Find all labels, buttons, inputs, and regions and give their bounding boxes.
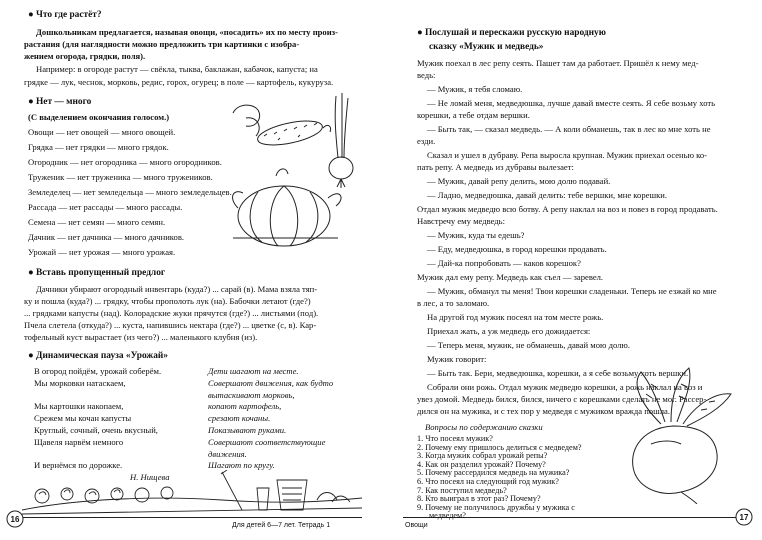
story-line: — Ладно, медведюшка, давай делить: тебе вершки, мне корешки.: [427, 190, 667, 200]
poem-action: копают картофель,: [208, 401, 282, 411]
s3-line: ку и пошла (куда?) ... грядку, чтобы прополоть лук (на). Бабочки летают (где?): [24, 296, 311, 306]
story-line: Мужик поехал в лес репу сеять. Пашет там да работает. Пришёл к нему мед-: [417, 58, 699, 68]
section-title-prepositions: ● Вставь пропущенный предлог: [28, 268, 166, 278]
question-item: 5. Почему рассердился медведь на мужика?: [417, 468, 570, 478]
poem-action: Совершают движения, как будто: [208, 378, 334, 388]
turnip-illustration: [621, 364, 741, 504]
poem-action: Шагают по кругу.: [208, 460, 275, 470]
s2-row: Рассада — нет рассады — много рассады.: [28, 202, 183, 212]
footer-section-label: Овощи: [405, 522, 428, 529]
story-line: в лес, а то заломаю.: [417, 298, 490, 308]
poem-author: Н. Нищева: [130, 472, 170, 482]
poem-action: срезают кочаны.: [208, 413, 271, 423]
s2-row: Урожай — нет урожая — много урожая.: [28, 247, 176, 257]
s2-note: (С выделением окончания голосом.): [28, 112, 170, 122]
poem-action: Показывают руками.: [208, 425, 287, 435]
story-line: Навстречу ему медведь:: [417, 216, 505, 226]
s2-row: Огородник — нет огородника — много огородников.: [28, 157, 222, 167]
s3-line: Пчела слетела (откуда?) ... куста, напившись нектара (где?) ... цветке (с, в). Кар-: [24, 320, 317, 330]
story-line: ведь:: [417, 70, 436, 80]
poem-action: Дети шагают на месте.: [208, 366, 299, 376]
story-line: — Мужик, куда ты едешь?: [427, 230, 525, 240]
question-item: 8. Кто выиграл в этот раз? Почему?: [417, 494, 541, 504]
question-item: 9. Почему не получилось дружбы у мужика с: [417, 502, 575, 512]
question-item: 7. Как поступил медведь?: [417, 485, 507, 495]
story-line: пать репу. А медведь из дубравы вылезает:: [417, 162, 574, 172]
poem-action: движения.: [208, 449, 247, 459]
story-line: дился он на мужика, и с тех пор у медведя с мужиком вражда пошла.: [417, 406, 670, 416]
story-title-line-1: ● Послушай и перескажи русскую народную: [417, 28, 606, 38]
page-number-left: 16: [8, 512, 22, 526]
poem-action: вытаскивают морковь,: [208, 390, 295, 400]
s1-line-1: Дошкольникам предлагается, называя овощи, «посадить» их по месту произ-: [36, 27, 338, 37]
s1-line-4: Например: в огороде растут — свёкла, тыква, баклажан, кабачок, капуста; на: [36, 64, 318, 74]
poem-line: Мы картошки накопаем,: [34, 401, 124, 411]
story-line: Мужик дал ему репу. Медведь как съел — заревел.: [417, 272, 604, 282]
questions-title: Вопросы по содержанию сказки: [425, 422, 543, 432]
story-line: — Мужик, я тебя сломаю.: [427, 84, 523, 94]
poem-line: В огород пойдём, урожай соберём.: [34, 366, 162, 376]
story-line: — Мужик, давай репу делить, мою долю подавай.: [427, 176, 611, 186]
story-line: — Не ломай меня, медведюшка, лучше давай вместе сеять. Я себе возьму хоть: [427, 98, 716, 108]
story-line: — Теперь меня, мужик, не обманешь, давай мою долю.: [427, 340, 630, 350]
story-line: Мужик говорит:: [427, 354, 487, 364]
vegetables-illustration: [228, 88, 368, 253]
question-item: 3. Когда мужик собрал урожай репы?: [417, 451, 548, 461]
garden-bed-illustration: [22, 470, 362, 515]
poem-line: Мы морковки натаскаем,: [34, 378, 126, 388]
right-page: [381, 0, 762, 540]
page-number-right: 17: [737, 510, 751, 524]
story-line: езди.: [417, 136, 436, 146]
section-title-dynamic-pause: ● Динамическая пауза «Урожай»: [28, 351, 168, 361]
question-item: 2. Почему ему пришлось делиться с медведем?: [417, 442, 582, 452]
story-line: Сказал и ушел в дубраву. Репа выросла крупная. Мужик приехал осенью ко-: [427, 150, 708, 160]
s2-row: Земледелец — нет земледельца — много земледельцев.: [28, 187, 232, 197]
poem-line: Круглый, сочный, очень вкусный,: [34, 425, 158, 435]
footer-note: Для детей 6—7 лет. Тетрадь 1: [232, 522, 331, 529]
s2-row: Овощи — нет овощей — много овощей.: [28, 127, 176, 137]
poem-line: И вернёмся по дорожке.: [34, 460, 123, 470]
question-item: 4. Как он разделил урожай? Почему?: [417, 459, 546, 469]
footer-rule: [22, 517, 362, 518]
s2-row: Труженик — нет труженика — много тружеников.: [28, 172, 213, 182]
question-item: медведем?: [429, 511, 466, 521]
s3-line: ... грядками капусты (над). Колорадские жуки прячутся (где?) ... листьями (под).: [24, 308, 319, 318]
poem-action: Совершают соответствующие: [208, 437, 326, 447]
story-line: Приехал жать, а уж медведь его дожидается:: [427, 326, 591, 336]
question-item: 1. Что посеял мужик?: [417, 434, 493, 443]
story-line: — Мужик, обманул ты меня! Твои корешки сладеньки. Теперь не езжай ко мне: [427, 286, 717, 296]
section-title-what-grows: ● Что где растёт?: [28, 10, 102, 20]
story-line: — Быть так, — сказал медведь. — А коли обманешь, так в лес ко мне хоть не: [427, 124, 711, 134]
story-line: корешки, а тебе отдам вершки.: [417, 110, 530, 120]
story-line: — Еду, медведюшка, в город корешки продавать.: [427, 244, 607, 254]
s1-line-3: жением огорода, грядки, поля).: [24, 51, 146, 61]
s3-line: тофельный куст вырастает (из чего?) ... маленького клубня (из).: [24, 332, 258, 342]
s3-line: Дачники убирают огородный инвентарь (куда?) ... сарай (в). Мама взяла тяп-: [36, 284, 318, 294]
s1-line-2: растания (для наглядности можно предложить три картинки с изобра-: [24, 39, 300, 49]
s2-row: Грядка — нет грядки — много грядок.: [28, 142, 169, 152]
s2-row: Дачник — нет дачника — много дачников.: [28, 232, 185, 242]
s2-row: Семена — нет семян — много семян.: [28, 217, 166, 227]
section-title-none-many: ● Нет — много: [28, 97, 92, 107]
s1-line-5: грядке — лук, чеснок, морковь, редис, горох, огурец; в поле — картофель, кукуруза.: [24, 77, 334, 87]
story-line: увез домой. Медведь бился, бился, ничего с корешками сделать не мог. Рассер-: [417, 394, 707, 404]
story-line: На другой год мужик посеял на том месте рожь.: [427, 312, 604, 322]
poem-line: Срежем мы кочан капусты: [34, 413, 132, 423]
story-line: Собрали они рожь. Отдал мужик медведю корешки, а рожь наклал на воз и: [427, 382, 703, 392]
story-line: — Дай-ка попробовать — каков корешок?: [427, 258, 581, 268]
story-title-line-2: сказку «Мужик и медведь»: [429, 42, 544, 52]
poem-line: Щавеля нарвём немного: [34, 437, 124, 447]
story-line: — Быть так. Бери, медведюшка, корешки, а я себе возьму хоть вершки.: [427, 368, 689, 378]
story-line: Отдал мужик медведю всю ботву. А репу наклал на воз и повез в город продавать.: [417, 204, 718, 214]
question-item: 6. Что посеял на следующий год мужик?: [417, 477, 559, 486]
